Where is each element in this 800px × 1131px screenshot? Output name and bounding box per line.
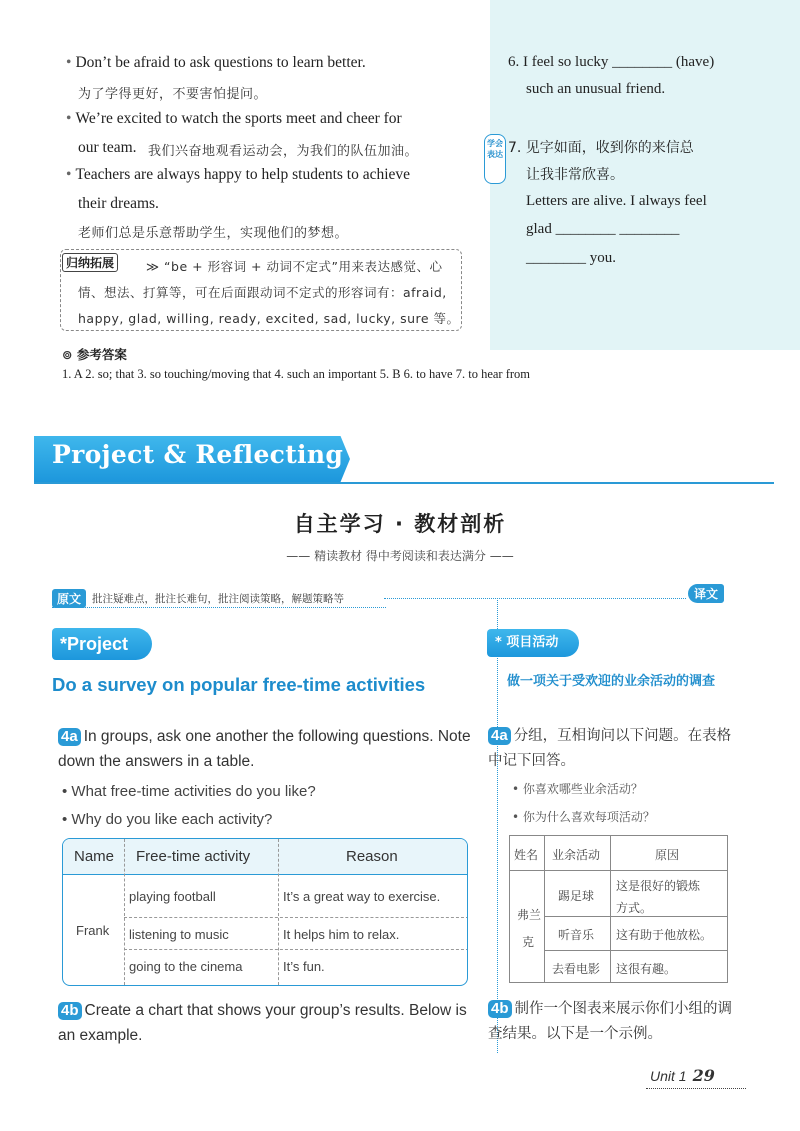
project-pill-zh: * 项目活动 (487, 629, 579, 657)
project-pill: *Project (52, 628, 152, 660)
zh-cell-reason-1a: 这是很好的锻炼 (616, 879, 701, 893)
cell-reason-2: It helps him to relax. (283, 927, 400, 942)
footer-underline (646, 1088, 746, 1089)
col-divider-2 (278, 839, 279, 985)
zh-header-divider (510, 870, 727, 871)
header-reason: Reason (346, 848, 398, 865)
note-line-3: happy, glad, willing, ready, excited, sad, lucky, sure 等。 (78, 311, 460, 326)
bullet-3-en: Teachers are always happy to help students to achieve (75, 166, 411, 183)
zh-cell-activity-3: 去看电影 (552, 962, 601, 976)
cell-name: Frank (76, 923, 110, 938)
column-divider (497, 598, 498, 1053)
question-1-text: What free-time activities do you like? (71, 783, 316, 800)
bullet-3: • Teachers are always happy to help students to achieve (66, 166, 411, 183)
question-2: • Why do you like each activity? (62, 811, 273, 828)
survey-title: Do a survey on popular free-time activities (52, 674, 426, 695)
zh-col-divider-1 (544, 836, 545, 982)
para-4a-zh (488, 724, 738, 774)
para-4b-zh-text: 制作一个图表来展示你们小组的调查结果。以下是一个示例。 (488, 1001, 733, 1042)
zh-header-activity: 业余活动 (552, 848, 601, 862)
zh-cell-activity-1: 踢足球 (558, 889, 595, 903)
answers-line: 1. A 2. so; that 3. so touching/moving that 4. such an important 5. B 6. to have 7. to hear from (62, 367, 530, 381)
para-4a-zh-text: 分组，互相询问以下问题。在表格中记下回答。 (488, 728, 732, 769)
zh-cell-activity-2: 听音乐 (558, 928, 595, 942)
survey-table (62, 838, 468, 986)
bullet-2-zh: 我们兴奋地观看运动会，为我们的队伍加油。 (148, 144, 419, 159)
bullet-2-en-cont: our team. (78, 139, 137, 156)
bullet-3-zh: 老师们总是乐意帮助学生，实现他们的梦想。 (78, 226, 349, 241)
yiwen-badge: 译文 (688, 584, 724, 603)
answers-title-text: 参考答案 (76, 347, 127, 362)
answers-bullet-icon: ⊚ (62, 347, 73, 362)
bar-underline (52, 607, 386, 608)
question-1-zh: • 你喜欢哪些业余活动？ (512, 782, 643, 796)
zh-cell-reason-3: 这很有趣。 (616, 962, 677, 976)
survey-title-zh: 做一项关于受欢迎的业余活动的调查 (507, 674, 716, 689)
survey-table-zh (509, 835, 728, 983)
zh-cell-name-2: 克 (522, 935, 535, 949)
q6-line-1: 6. I feel so lucky ________ (have) (508, 54, 715, 70)
zh-header-name: 姓名 (514, 848, 539, 862)
question-1: • What free-time activities do you like? (62, 783, 316, 800)
section-subtitle: —— 精读教材 得中考阅读和表达满分 —— (286, 549, 514, 563)
note-tag: 归纳拓展 (62, 253, 118, 272)
study-badge: 学会表达 (484, 134, 506, 184)
zh-col-divider-2 (610, 836, 611, 982)
col-divider-1 (124, 839, 125, 985)
tag-4b-zh: 4b (488, 1000, 512, 1018)
q7-en-2: glad ________ ________ (526, 221, 680, 237)
zh-cell-name-1: 弗兰 (517, 908, 542, 922)
bullet-2-en: We’re excited to watch the sports meet and cheer for (75, 110, 402, 127)
cell-reason-3: It’s fun. (283, 959, 325, 974)
cell-reason-1: It’s a great way to exercise. (283, 889, 441, 904)
question-2-zh: • 你为什么喜欢每项活动？ (512, 810, 655, 824)
zh-cell-reason-1b: 方式。 (616, 901, 653, 915)
unit-label: Unit 1 (650, 1068, 687, 1084)
page-number: 29 (692, 1066, 715, 1085)
question-2-zh-text: 你为什么喜欢每项活动？ (522, 810, 655, 824)
cell-activity-1: playing football (129, 889, 216, 904)
para-4a-text: In groups, ask one another the following questions. Note down the answers in a table. (58, 728, 471, 770)
para-4b-text: Create a chart that shows your group’s results. Below is an example. (58, 1002, 467, 1044)
bullet-1-zh: 为了学得更好，不要害怕提问。 (78, 87, 268, 102)
para-4a (58, 724, 474, 774)
bar-divider (384, 598, 686, 599)
bullet-1: • Don’t be afraid to ask questions to learn better. (66, 54, 366, 71)
tag-4a: 4a (58, 728, 81, 746)
banner-title: Project & Reflecting (52, 440, 344, 469)
tag-4b: 4b (58, 1002, 82, 1020)
bullet-2: • We’re excited to watch the sports meet and cheer for (66, 110, 402, 127)
question-2-text: Why do you like each activity? (71, 811, 273, 828)
para-4b (58, 998, 474, 1048)
row-divider-1 (124, 917, 468, 918)
q7-zh-1: 7. 见字如面，收到你的来信总 (508, 140, 694, 156)
zh-row-divider-2 (544, 950, 727, 951)
answers-title (62, 345, 127, 363)
page-footer (650, 1066, 715, 1086)
row-divider-2 (124, 949, 468, 950)
header-name: Name (74, 848, 115, 865)
section-title: 自主学习 · 教材剖析 (293, 512, 507, 536)
note-line-2: 情、想法、打算等，可在后面跟动词不定式的形容词有：afraid, (78, 285, 447, 300)
para-4b-zh (488, 997, 738, 1047)
zh-header-reason: 原因 (655, 848, 680, 862)
q6-line-2: such an unusual friend. (526, 81, 666, 97)
q7-en-3: ________ you. (526, 250, 616, 266)
cell-activity-3: going to the cinema (129, 959, 243, 974)
tag-4a-zh: 4a (488, 727, 511, 745)
note-line-1: ≫ “be + 形容词 + 动词不定式”用来表达感觉、心 (146, 259, 443, 274)
bullet-1-en: Don’t be afraid to ask questions to learn better. (75, 54, 366, 71)
question-1-zh-text: 你喜欢哪些业余活动？ (522, 782, 643, 796)
yuanwen-badge: 原文 (52, 589, 86, 608)
banner-underline (34, 482, 774, 484)
yuanwen-hint: 批注疑难点，批注长难句，批注阅读策略，解题策略等 (92, 593, 344, 605)
bullet-3-en-cont: their dreams. (78, 195, 159, 212)
zh-cell-reason-2: 这有助于他放松。 (616, 928, 713, 942)
header-activity: Free-time activity (136, 848, 251, 865)
q7-en-1: Letters are alive. I always feel (526, 193, 707, 209)
cell-activity-2: listening to music (129, 927, 229, 942)
zh-row-divider-1 (544, 916, 727, 917)
q7-zh-2: 让我非常欣喜。 (526, 167, 624, 183)
